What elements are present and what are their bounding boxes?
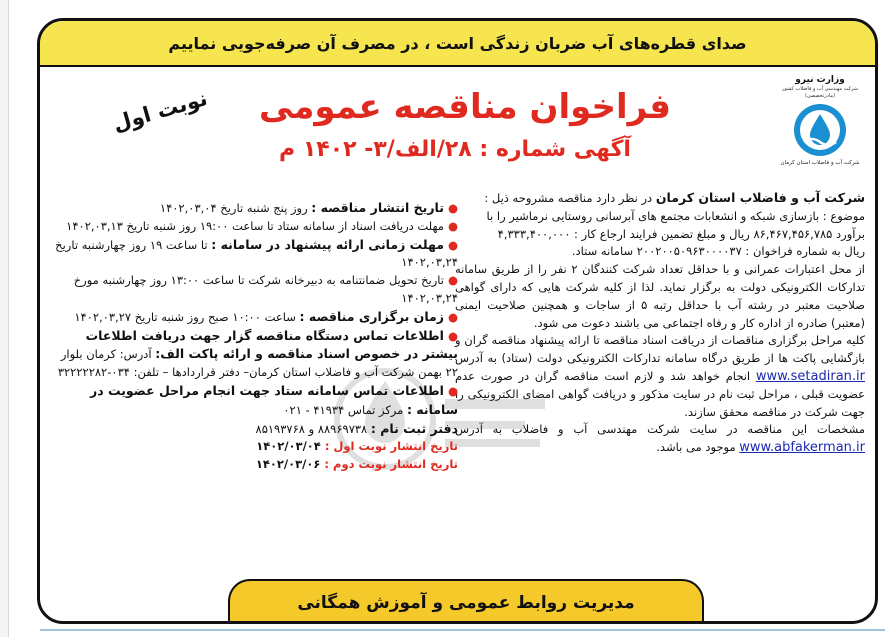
- bottom-banner-text: مدیریت روابط عمومی و آموزش همگانی: [297, 593, 635, 613]
- tender-title: فراخوان مناقصه عمومی: [258, 87, 672, 127]
- footer-divider: [40, 629, 885, 631]
- bullet-icon: ●: [443, 273, 458, 288]
- setad-contact-label: اطلاعات تماس سامانه ستاد جهت انجام مراحل عضویت در سامانه :: [90, 382, 458, 417]
- logo-ministry: وزارت نیرو: [795, 75, 845, 85]
- publish-date-label: تاریخ انتشار مناقصه :: [311, 200, 444, 215]
- subject-line: موضوع : بازسازی شبکه و انشعابات مجتمع های آبرسانی روستایی نرماشیر را با: [486, 208, 865, 223]
- notice-number: آگهی شماره : ۲۸/الف/۳- ۱۴۰۲ م: [279, 137, 631, 162]
- docs-deadline-text: مهلت دریافت اسناد از سامانه ستاد تا ساعت ۱۹:۰۰ روز شنبه تاریخ ۱۴۰۲,۰۳,۱۳: [66, 218, 444, 233]
- contact-value: آدرس: کرمان بلوار ۲۲ بهمن شرکت آب و فاضلاب استان کرمان– دفتر قراردادها – تلفن: ۰۳۴-۳۲۲۲۲۲۸۲: [57, 347, 458, 380]
- bullet-icon: ●: [443, 309, 458, 324]
- call-number-line: ریال به شماره فراخوان : ۲۰۰۲۰۰۵۰۹۶۳۰۰۰۰۳۷ سامانه ستاد.: [571, 244, 865, 259]
- top-banner-text: صدای قطره‌های آب ضربان زندگی است ، در مصرف آن صرفه‌جویی نماییم: [168, 34, 747, 53]
- contact-label: اطلاعات تماس دستگاه مناقصه گزار جهت دریافت اطلاعات بیشتر در خصوص اسناد مناقصه و ارائه پاکت الف:: [85, 327, 458, 362]
- second-round-item: [50, 456, 458, 474]
- offer-deadline-value: تا ساعت ۱۹ روز چهارشنبه تاریخ ۱۴۰۲,۰۳,۲۴: [55, 237, 458, 270]
- bullet-icon: ●: [443, 218, 458, 233]
- bullet-icon: ●: [443, 201, 458, 215]
- bullet-icon: ●: [443, 383, 458, 398]
- contact-item: [50, 327, 458, 382]
- water-drop-logo-icon: [792, 102, 848, 158]
- round-label: نوبت اول: [110, 86, 210, 136]
- logo-bottom-text: شرکت آب و فاضلاب استان کرمان: [780, 160, 860, 166]
- second-round-label: تاریخ انتشار نوبت دوم :: [324, 457, 458, 472]
- intro-text: در نظر دارد مناقصه مشروحه ذیل :: [484, 191, 656, 205]
- registry-value: ۸۸۹۶۹۷۳۸ و ۸۵۱۹۳۷۶۸: [255, 421, 371, 436]
- offer-deadline-item: [50, 236, 458, 273]
- first-round-value: ۱۴۰۲/۰۳/۰۴: [256, 439, 325, 454]
- bullet-icon: ●: [443, 237, 458, 252]
- estimate-line: برآورد ۸۶,۴۶۷,۴۵۶,۷۸۵ ریال و مبلغ تضمین فرایند ارجاع کار : ۴,۳۳۳,۴۰۰,۰۰۰: [497, 226, 865, 241]
- guarantee-text: تاریخ تحویل ضمانتنامه به دبیرخانه شرکت تا ساعت ۱۳:۰۰ روز چهارشنبه مورخ ۱۴۰۲,۰۳,۲۴: [73, 273, 458, 305]
- publish-date-value: روز پنج شنبه تاریخ ۱۴۰۲,۰۳,۰۴: [159, 201, 312, 215]
- publish-date-item: [50, 199, 458, 218]
- first-round-item: [50, 438, 458, 456]
- docs-deadline-item: [50, 218, 458, 236]
- top-banner: [40, 21, 875, 67]
- left-column: [50, 199, 458, 474]
- registry-item: [50, 420, 458, 439]
- eligibility-paragraph: از محل اعتبارات عمرانی و با حداقل تعداد شرکت کنندگان ۲ نفر را از طریق سامانه تدارکات الکترونیکی دولت به برگزار نماید. لذا از کلیه شرکت هایی که دارای گواهی صلاحیت معتبر در رشته آب با حداقل رتبه ۵ از ساجات و همچنین صلاحیت ایمنی (معتبر) صادره از اداره کار و رفاه اجتماعی می باشند دعوت می شود.: [455, 262, 865, 330]
- second-round-value: ۱۴۰۲/۰۳/۰۶: [255, 457, 325, 472]
- bullet-icon: ●: [443, 328, 458, 343]
- left-margin-strip: [0, 0, 9, 637]
- setad-contact-item: [50, 382, 458, 420]
- logo-company-sub: (مادرتخصصی): [804, 93, 836, 99]
- guarantee-item: [50, 272, 458, 308]
- first-round-label: تاریخ انتشار نوبت اول :: [324, 439, 458, 454]
- logo-company: شرکت مهندسی آب و فاضلاب کشور: [782, 86, 858, 92]
- opening-value: ساعت ۱۰:۰۰ صبح روز شنبه تاریخ ۱۴۰۲,۰۳,۲۷: [74, 309, 300, 324]
- company-logo: [779, 75, 861, 181]
- abfa-link[interactable]: www.abfakerman.ir: [739, 440, 865, 456]
- specs-text-end: موجود می باشد.: [656, 440, 740, 455]
- specs-text: مشخصات این مناقصه در سایت شرکت مهندسی آب و فاضلاب به آدرس: [455, 422, 865, 437]
- registry-label: دفتر ثبت نام :: [370, 420, 458, 436]
- opening-label: زمان برگزاری مناقصه :: [299, 308, 444, 324]
- bottom-banner: [228, 579, 704, 621]
- setad-contact-value: مرکز تماس ۴۱۹۳۴ - ۰۲۱: [283, 402, 407, 417]
- advertisement-frame: [37, 18, 878, 624]
- opening-item: [50, 308, 458, 327]
- setad-link[interactable]: www.setadiran.ir: [755, 368, 865, 384]
- process-text-continued: انجام خواهد شد و لازم است مناقصه گران در صورت عدم عضویت قبلی ، مراحل ثبت نام در سایت مذکور و دریافت گواهی امضای الکترونیکی را جهت شرکت در مناقصه محقق سازند.: [455, 368, 865, 419]
- company-name: شرکت آب و فاضلاب استان کرمان: [655, 190, 865, 205]
- intro-paragraph: [455, 189, 865, 208]
- process-text: کلیه مراحل برگزاری مناقصات از دریافت اسناد مناقصه تا ارائه پیشنهاد مناقصه گران و بازگشایی پاکت ها از طریق درگاه سامانه تدارکات الکترونیکی دولت (ستاد) به آدرس: [455, 333, 865, 366]
- offer-deadline-label: مهلت زمانی ارائه پیشنهاد در سامانه :: [211, 236, 444, 252]
